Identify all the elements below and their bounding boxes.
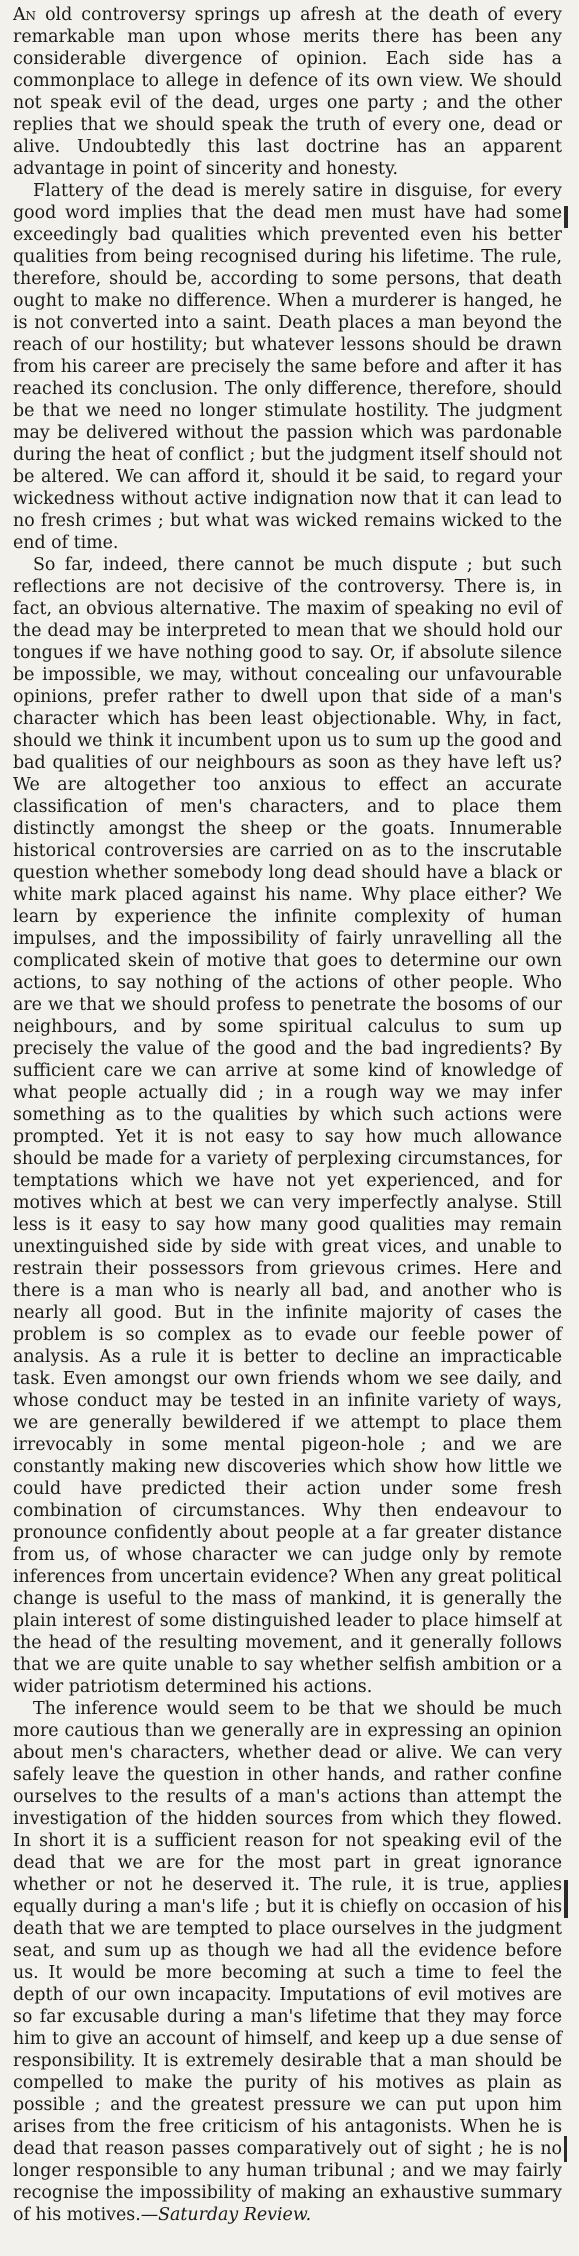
column-rule-mark bbox=[564, 206, 568, 228]
column-rule-mark bbox=[564, 1880, 568, 1918]
article-column bbox=[13, 4, 562, 2226]
article-paragraph-1 bbox=[13, 4, 562, 180]
article-paragraph-4 bbox=[13, 1698, 562, 2226]
source-attribution: Saturday Review. bbox=[158, 2205, 312, 2225]
lead-word: An bbox=[13, 5, 37, 25]
paragraph-1-text: old controversy springs up afresh at the death of every remarkable man upon whose merits there has been any considerable divergence of opinion. Each side has a commonplace to allege in defence of its own view. We should not speak evil of the dead, urges one party ; and the other replies that we should speak the truth of every one, dead or alive. Undoubtedly this last doctrine has an apparent advantage in point of sincerity and honesty. bbox=[13, 5, 562, 179]
article-paragraph-3: So far, indeed, there cannot be much dispute ; but such reflections are not decisive of the controversy. There is, in fact, an obvious alternative. The maxim of speaking no evil of the dead may be interpreted to mean that we should hold our tongues if we have nothing good to say. Or, if absolute silence be impossible, we may, without concealing our unfavourable opinions, prefer rather to dwell upon that side of a man's character which has been least objectionable. Why, in fact, should we think it incumbent upon us to sum up the good and bad qualities of our neighbours as soon as they have left us? We are altogether too anxious to effect an accurate classification of men's characters, and to place them distinctly amongst the sheep or the goats. Innumerable historical controversies are carried on as to the inscrutable question whether somebody long dead should have a black or white mark placed against his name. Why place either? We learn by experience the infinite complexity of human impulses, and the impossibility of fairly unravelling all the complicated skein of motive that goes to determine our own actions, to say nothing of the actions of other people. Who are we that we should profess to penetrate the bosoms of our neighbours, and by some spiritual calculus to sum up precisely the value of the good and the bad ingredients? By sufficient care we can arrive at some kind of knowledge of what people actually did ; in a rough way we may infer something as to the qualities by which such actions were prompted. Yet it is not easy to say how much allowance should be made for a variety of perplexing circumstances, for temptations which we have not yet experienced, and for motives which at best we can very imperfectly analyse. Still less is it easy to say how many good qualities may remain unextinguished side by side with great vices, and unable to restrain their possessors from grievous crimes. Here and there is a man who is nearly all bad, and another who is nearly all good. But in the infinite majority of cases the problem is so complex as to evade our feeble power of analysis. As a rule it is better to decline an impracticable task. Even amongst our own friends whom we see daily, and whose conduct may be tested in an infinite variety of ways, we are generally bewildered if we attempt to place them irrevocably in some mental pigeon-hole ; and we are constantly making new discoveries which show how little we could have predicted their action under some fresh combination of circumstances. Why then endeavour to pronounce confidently about people at a far greater distance from us, of whose character we can judge only by remote inferences from uncertain evidence? When any great political change is useful to the mass of mankind, it is generally the plain interest of some distinguished leader to place himself at the head of the resulting movement, and it generally follows that we are quite unable to say whether selfish ambition or a wider patriotism determined his actions. bbox=[13, 555, 562, 1697]
article-paragraph-2: Flattery of the dead is merely satire in disguise, for every good word implies that the dead men must have had some exceedingly bad qualities which prevented even his better qualities from being recognised during his lifetime. The rule, therefore, should be, according to some persons, that death ought to make no difference. When a murderer is hanged, he is not converted into a saint. Death places a man beyond the reach of our hostility; but whatever lessons should be drawn from his career are precisely the same before and after it has reached its conclusion. The only difference, therefore, should be that we need no longer stimulate hostility. The judgment may be delivered without the passion which was pardonable during the heat of conflict ; but the judgment itself should not be altered. We can afford it, should it be said, to regard your wickedness without active indignation now that it can lead to no fresh crimes ; but what was wicked remains wicked to the end of time. bbox=[13, 181, 562, 553]
paragraph-4-text: The inference would seem to be that we should be much more cautious than we generally are in expressing an opinion about men's characters, whether dead or alive. We can very safely leave the question in other hands, and rather confine ourselves to the results of a man's actions than attempt the investigation of the hidden sources from which they flowed. In short it is a sufficient reason for not speaking evil of the dead that we are for the most part in great ignorance whether or not he deserved it. The rule, it is true, applies equally during a man's life ; but it is chiefly on occasion of his death that we are tempted to place ourselves in the judgment seat, and sum up as though we had all the evidence before us. It would be more becoming at such a time to feel the depth of our own incapacity. Imputations of evil motives are so far excusable during a man's lifetime that they may force him to give an account of himself, and keep up a due sense of responsibility. It is extremely desirable that a man should be compelled to make the purity of his motives as plain as possible ; and the greatest pressure we can put upon him arises from the free criticism of his antagonists. When he is dead that reason passes comparatively out of sight ; he is no longer responsible to any human tribunal ; and we may fairly recognise the impossibility of making an exhaustive summary of his motives.— bbox=[13, 1699, 562, 2225]
column-rule-mark bbox=[564, 2136, 567, 2162]
